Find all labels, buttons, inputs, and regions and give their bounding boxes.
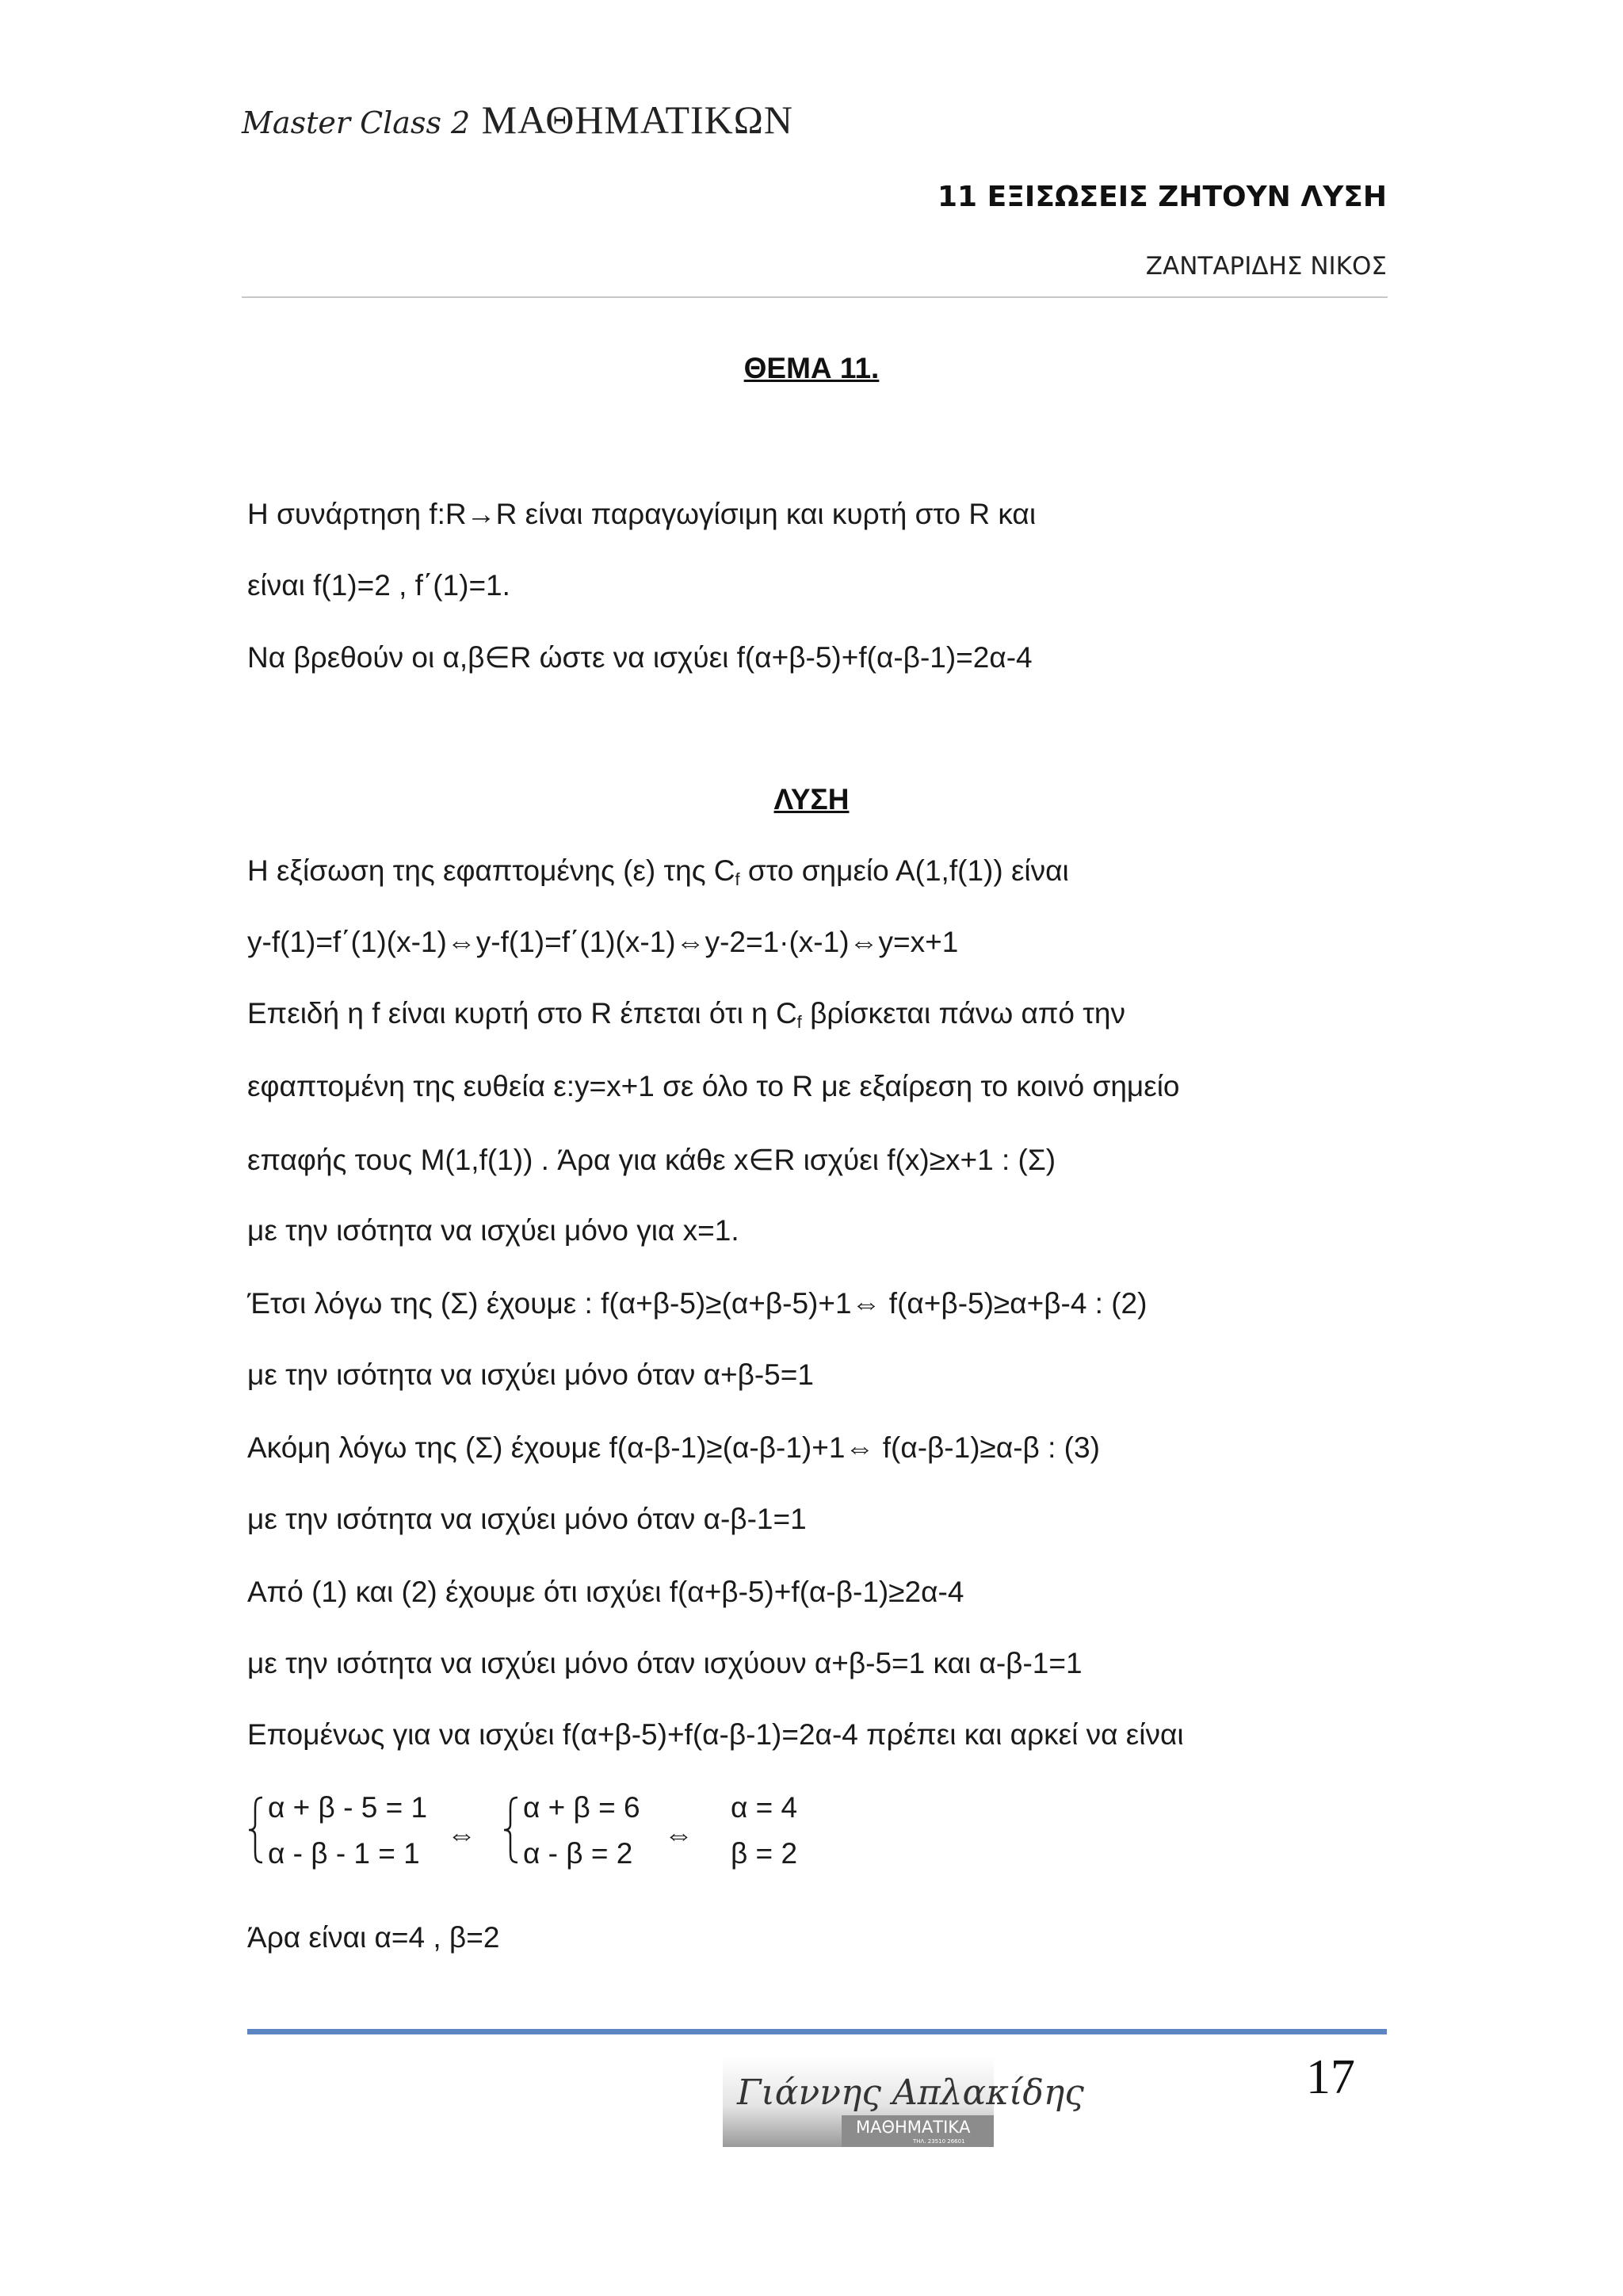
problem-line: Η συνάρτηση f:R→R είναι παραγωγίσιμη και κυρτή στο R και <box>247 498 1037 530</box>
solution-line: με την ισότητα να ισχύει μόνο για x=1. <box>247 1214 739 1247</box>
iff-symbol: ⇔ <box>664 1818 693 1851</box>
solution-line: Επομένως για να ισχύει f(α+β-5)+f(α-β-1)=2α-4 πρέπει και αρκεί να είναι <box>247 1718 1184 1751</box>
iff-symbol: ⇔ <box>447 1818 476 1851</box>
svg-text:ΤΗΛ. 23510 26601 <box>912 2138 965 2145</box>
publisher-logo <box>723 2057 1084 2147</box>
header-author: ΖΑΝΤΑΡΙΔΗΣ ΝΙΚΟΣ <box>1145 252 1387 281</box>
solution-line: με την ισότητα να ισχύει μόνο όταν ισχύουν α+β-5=1 και α-β-1=1 <box>247 1647 1083 1679</box>
problem-title: ΘΕΜΑ 11. <box>743 352 880 384</box>
problem-line: είναι f(1)=2 , f΄(1)=1. <box>247 569 510 602</box>
solution-line: Επειδή η f είναι κυρτή στο R έπεται ότι η $C_f$ βρίσκεται πάνω από την <box>247 997 1125 1032</box>
solution-line: εφαπτομένη της ευθεία ε:y=x+1 σε όλο το R με εξαίρεση το κοινό σημείο <box>247 1070 1180 1102</box>
problem-line: Να βρεθούν οι α,β∈R ώστε να ισχύει f(α+β-5)+f(α-β-1)=2α-4 <box>247 641 1033 674</box>
logo-name: Γιάννης Απλακίδης <box>737 2073 1084 2113</box>
solution-line: με την ισότητα να ισχύει μόνο όταν α-β-1=1 <box>247 1503 807 1535</box>
footer-divider <box>247 2029 1387 2034</box>
solution-line: y-f(1)=f΄(1)(x-1)⇔y-f(1)=f΄(1)(x-1)⇔y-2=1·(x-1)⇔y=x+1 <box>247 926 959 958</box>
brand-main: ΜΑΘΗΜΑΤΙΚΩΝ <box>481 97 794 142</box>
page-number: 17 <box>1306 2050 1355 2104</box>
header-topic: 11 ΕΞΙΣΩΣΕΙΣ ΖΗΤΟΥΝ ΛΥΣΗ <box>937 181 1387 213</box>
solution-line: Ακόμη λόγω της (Σ) έχουμε f(α-β-1)≥(α-β-1)+1⇔ f(α-β-1)≥α-β : (3) <box>247 1431 1100 1464</box>
solution-conclusion: Άρα είναι α=4 , β=2 <box>247 1921 500 1954</box>
solution-line: με την ισότητα να ισχύει μόνο όταν α+β-5=1 <box>247 1358 814 1391</box>
header-divider <box>242 296 1388 298</box>
left-brace-icon <box>502 1796 520 1864</box>
solution-line: επαφής τους Μ(1,f(1)) . Άρα για κάθε x∈R ισχύει f(x)≥x+1 : (Σ) <box>247 1144 1056 1176</box>
logo-tel: ΤΗΛ. 23510 26601 <box>913 2138 965 2145</box>
brand-script: Master Class 2 <box>242 105 471 140</box>
header-brand <box>242 97 793 143</box>
solution-line: Από (1) και (2) έχουμε ότι ισχύει f(α+β-5)+f(α-β-1)≥2α-4 <box>247 1576 964 1608</box>
left-brace-icon <box>247 1796 265 1864</box>
svg-text:Γιάννης Απλακίδης <box>736 2073 1084 2113</box>
solution-line: Έτσι λόγω της (Σ) έχουμε : f(α+β-5)≥(α+β-5)+1⇔ f(α+β-5)≥α+β-4 : (2) <box>247 1287 1148 1320</box>
svg-text:ΜΑΘΗΜΑΤΙΚΑ <box>856 2118 971 2137</box>
solution-line: Η εξίσωση της εφαπτομένης (ε) της $C_f$ στο σημείο Α(1,f(1)) είναι <box>247 854 1069 889</box>
solution-title: ΛΥΣΗ <box>773 783 850 816</box>
logo-sub: ΜΑΘΗΜΑΤΙΚΑ <box>856 2118 971 2137</box>
